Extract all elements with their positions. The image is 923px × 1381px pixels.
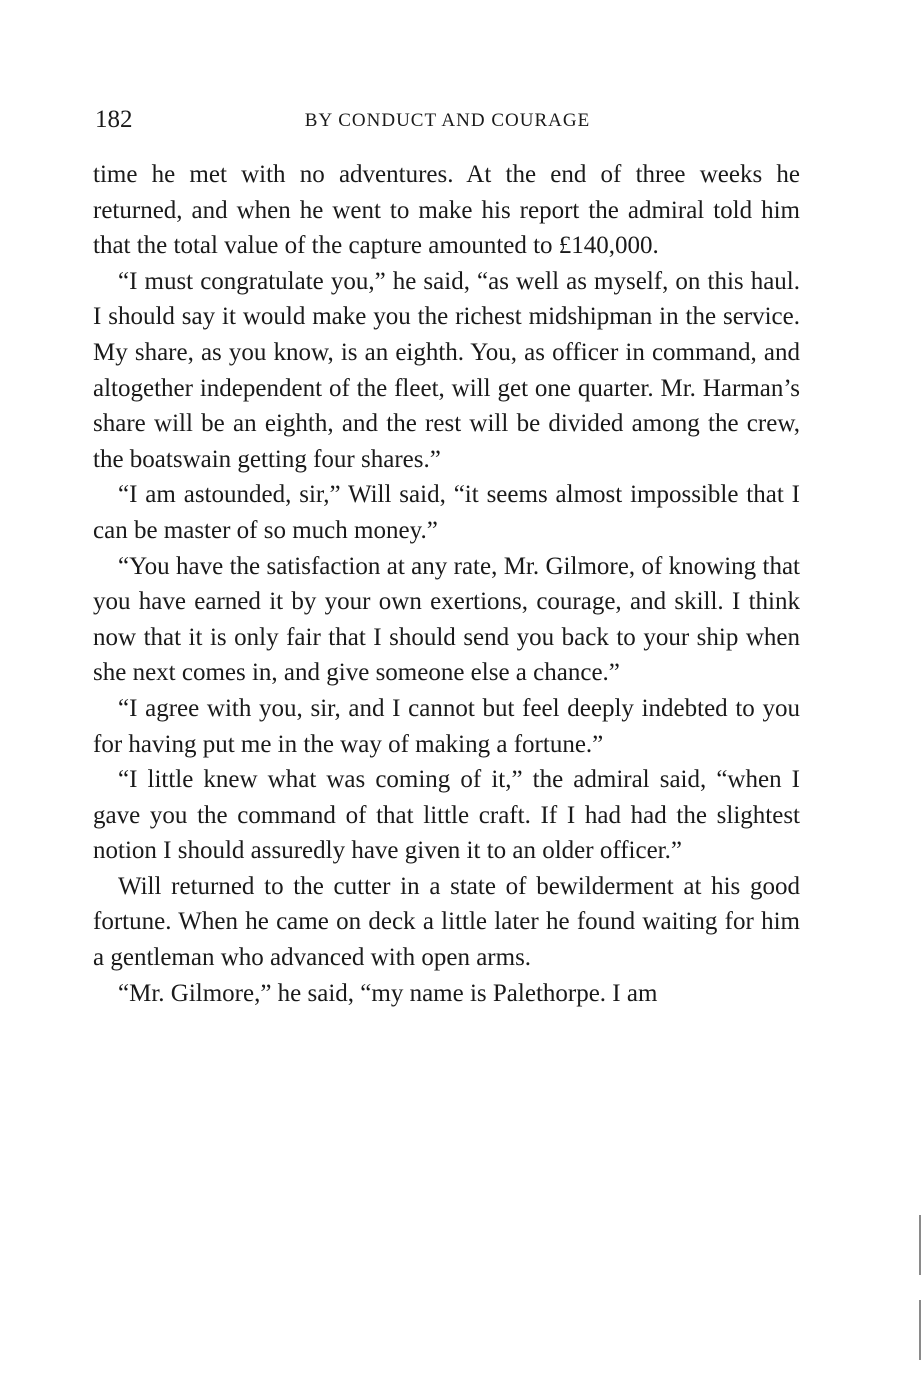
body-text <box>93 157 800 1011</box>
page-number: 182 <box>95 106 133 133</box>
paragraph: time he met with no adventures. At the end of three weeks he returned, and when he went to make his report the admiral told him that the total value of the capture amounted to £140,000. <box>93 161 800 260</box>
paragraph: “I little knew what was coming of it,” the admiral said, “when I gave you the command of that little craft. If I had had the slightest notion I should assuredly have given it to an older officer.” <box>93 766 800 865</box>
page-header <box>95 106 800 142</box>
paragraph: “Mr. Gilmore,” he said, “my name is Palethorpe. I am <box>118 979 658 1007</box>
paragraph: Will returned to the cutter in a state of bewilderment at his good fortune. When he came on deck a little later he found waiting for him a gentleman who advanced with open arms. <box>93 872 800 972</box>
scan-edge-mark <box>919 1215 921 1275</box>
paragraph: “I agree with you, sir, and I cannot but feel deeply indebted to you for having put me in the way of making a fortune.” <box>93 694 800 758</box>
scan-edge-mark <box>919 1300 921 1360</box>
paragraph: “I am astounded, sir,” Will said, “it seems almost impossible that I can be master of so much money.” <box>93 481 800 544</box>
running-title: BY CONDUCT AND COURAGE <box>304 110 591 131</box>
paragraph: “I must congratulate you,” he said, “as well as myself, on this haul. I should say it would make you the richest midshipman in the service. My share, as you know, is an eighth. You, as officer in command, and altogether independent of the fleet, will get one quarter. Mr. Harman’s share will be an eighth, and the rest will be divided among the crew, the boatswain getting four shares.” <box>93 267 800 473</box>
paragraph: “You have the satisfaction at any rate, Mr. Gilmore, of knowing that you have earned it by your own exertions, courage, and skill. I think now that it is only fair that I should send you back to your ship when she next comes in, and give someone else a chance.” <box>93 552 800 687</box>
